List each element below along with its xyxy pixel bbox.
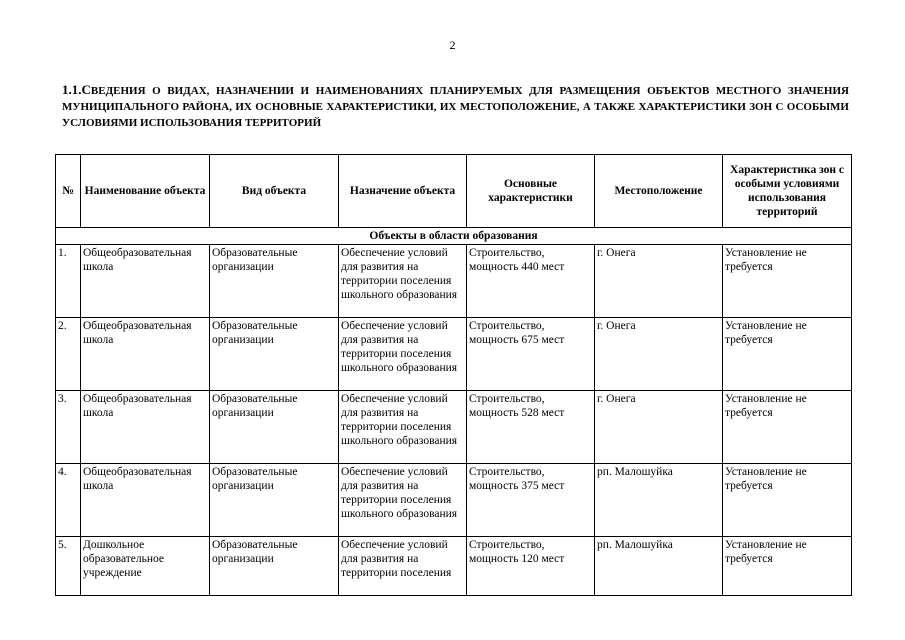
cell-name: Общеобразовательная школа xyxy=(81,318,210,391)
cell-zones: Установление не требуется xyxy=(723,318,852,391)
section-title: Объекты в области образования xyxy=(56,228,852,245)
section-heading-text: ВЕДЕНИЯ О ВИДАХ, НАЗНАЧЕНИИ И НАИМЕНОВАНИЯХ ПЛАНИРУЕМЫХ ДЛЯ РАЗМЕЩЕНИЯ ОБЪЕКТОВ МЕСТНОГО ЗНАЧЕНИЯ МУНИЦИПАЛЬНОГО РАЙОНА, ИХ ОСНОВНЫЕ ХАРАКТЕРИСТИКИ, ИХ МЕСТОПОЛОЖЕНИЕ, А ТАКЖЕ ХАРАКТЕРИСТИКИ ЗОН С ОСОБЫМИ УСЛОВИЯМИ ИСПОЛЬЗОВАНИЯ ТЕРРИТОРИЙ xyxy=(62,85,849,129)
planned-objects-table xyxy=(55,154,852,596)
table-row xyxy=(56,245,852,318)
header-num: № xyxy=(56,155,81,228)
cell-location: г. Онега xyxy=(595,245,723,318)
cell-num: 3. xyxy=(56,391,81,464)
cell-type: Образовательные организации xyxy=(210,391,339,464)
table-row xyxy=(56,464,852,537)
cell-num: 5. xyxy=(56,537,81,596)
cell-purpose: Обеспечение условий для развития на территории поселения школьного образования xyxy=(339,464,467,537)
cell-num: 4. xyxy=(56,464,81,537)
header-characteristics: Основные характеристики xyxy=(467,155,595,228)
cell-zones: Установление не требуется xyxy=(723,391,852,464)
cell-characteristics: Строительство, мощность 675 мест xyxy=(467,318,595,391)
cell-name: Общеобразовательная школа xyxy=(81,464,210,537)
cell-characteristics: Строительство, мощность 528 мест xyxy=(467,391,595,464)
cell-type: Образовательные организации xyxy=(210,245,339,318)
cell-zones: Установление не требуется xyxy=(723,245,852,318)
cell-characteristics: Строительство, мощность 120 мест xyxy=(467,537,595,596)
cell-type: Образовательные организации xyxy=(210,318,339,391)
cell-name: Дошкольное образовательное учреждение xyxy=(81,537,210,596)
cell-purpose: Обеспечение условий для развития на территории поселения школьного образования xyxy=(339,318,467,391)
cell-num: 1. xyxy=(56,245,81,318)
cell-purpose: Обеспечение условий для развития на территории поселения школьного образования xyxy=(339,245,467,318)
cell-location: рп. Малошуйка xyxy=(595,537,723,596)
cell-location: г. Онега xyxy=(595,391,723,464)
table-row xyxy=(56,537,852,596)
section-heading xyxy=(62,82,849,131)
cell-name: Общеобразовательная школа xyxy=(81,245,210,318)
cell-name: Общеобразовательная школа xyxy=(81,391,210,464)
section-row xyxy=(56,228,852,245)
header-zones: Характеристика зон с особыми условиями использования территорий xyxy=(723,155,852,228)
cell-type: Образовательные организации xyxy=(210,464,339,537)
header-type: Вид объекта xyxy=(210,155,339,228)
cell-purpose: Обеспечение условий для развития на территории поселения xyxy=(339,537,467,596)
cell-characteristics: Строительство, мощность 440 мест xyxy=(467,245,595,318)
cell-type: Образовательные организации xyxy=(210,537,339,596)
table-header-row xyxy=(56,155,852,228)
header-name: Наименование объекта xyxy=(81,155,210,228)
cell-location: г. Онега xyxy=(595,318,723,391)
page-number: 2 xyxy=(449,38,456,52)
cell-purpose: Обеспечение условий для развития на территории поселения школьного образования xyxy=(339,391,467,464)
cell-characteristics: Строительство, мощность 375 мест xyxy=(467,464,595,537)
table-row xyxy=(56,318,852,391)
cell-num: 2. xyxy=(56,318,81,391)
header-purpose: Назначение объекта xyxy=(339,155,467,228)
section-heading-lead: 1.1.С xyxy=(62,82,91,97)
table-row xyxy=(56,391,852,464)
header-location: Местоположение xyxy=(595,155,723,228)
cell-location: рп. Малошуйка xyxy=(595,464,723,537)
cell-zones: Установление не требуется xyxy=(723,537,852,596)
cell-zones: Установление не требуется xyxy=(723,464,852,537)
